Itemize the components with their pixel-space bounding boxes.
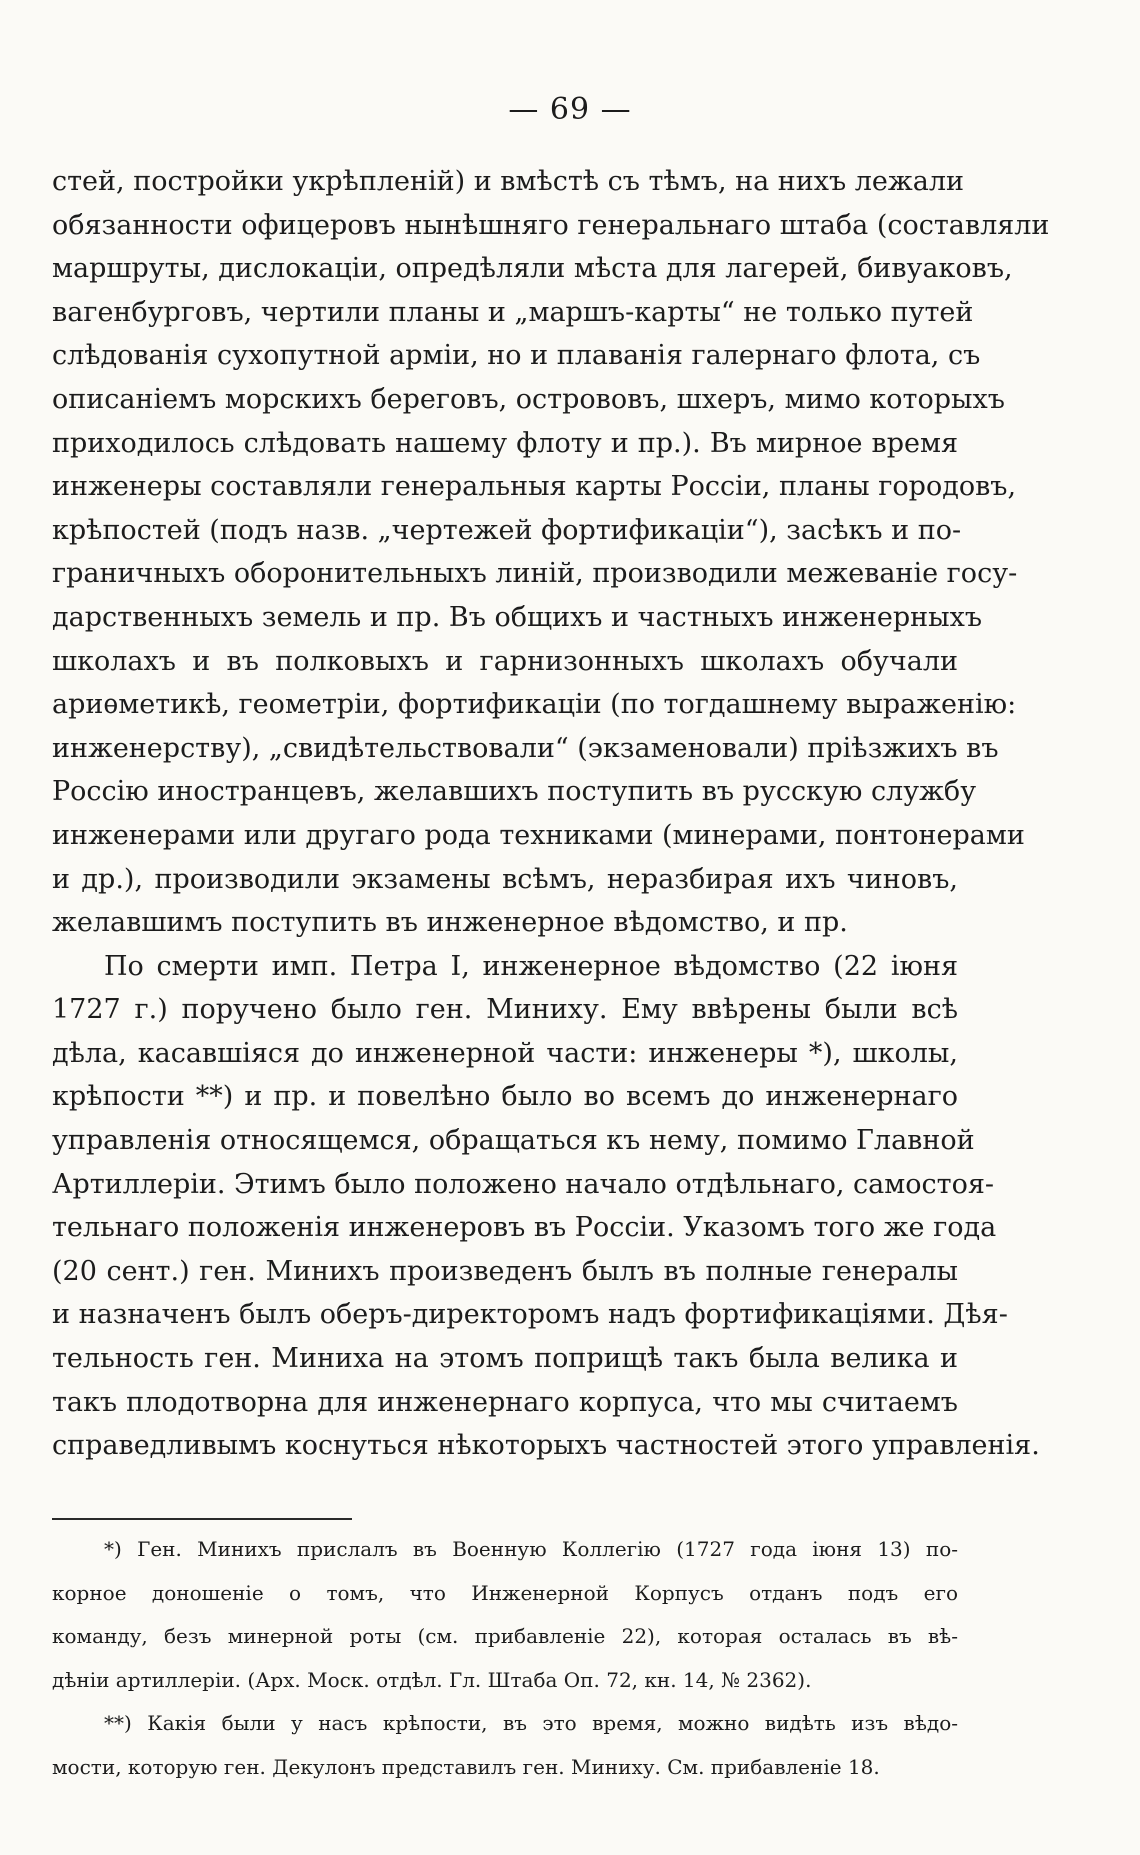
footnotes xyxy=(52,1535,958,1797)
footnote-line: **) Какія были у насъ крѣпости, въ это время, можно видѣть изъ вѣдо- xyxy=(104,1711,958,1736)
text-line: крѣпости **) и пр. и повелѣно было во всемъ до инженернаго xyxy=(52,1081,958,1113)
footnote-line: корное доношеніе о томъ, что Инженерной Корпусъ отданъ подъ его xyxy=(52,1580,958,1605)
text-line: граничныхъ оборонительныхъ линій, производили межеваніе госу- xyxy=(52,558,1018,590)
text-line: приходилось слѣдовать нашему флоту и пр.). Въ мирное время xyxy=(52,427,958,459)
main-text xyxy=(52,160,1050,1468)
text-line: инженеры составляли генеральныя карты Россіи, планы городовъ, xyxy=(52,471,1017,503)
text-line: крѣпостей (подъ назв. „чертежей фортификаціи“), засѣкъ и по- xyxy=(52,514,962,546)
text-line: описаніемъ морскихъ береговъ, острововъ, шхеръ, мимо которыхъ xyxy=(52,383,1005,415)
text-line: школахъ и въ полковыхъ и гарнизонныхъ школахъ обучали xyxy=(52,645,958,677)
page-number: — 69 — xyxy=(508,92,632,127)
footnote-line: дѣніи артиллеріи. (Арх. Моск. отдѣл. Гл. Штаба Оп. 72, кн. 14, № 2362). xyxy=(52,1667,812,1692)
text-line: По смерти имп. Петра I, инженерное вѣдомство (22 іюня xyxy=(104,950,958,982)
text-line: вагенбурговъ, чертили планы и „маршъ-карты“ не только путей xyxy=(52,296,974,328)
text-line: справедливымъ коснуться нѣкоторыхъ частностей этого управленія. xyxy=(52,1430,1040,1462)
text-line: управленія относящемся, обращаться къ нему, помимо Главной xyxy=(52,1125,975,1157)
text-line: 1727 г.) поручено было ген. Миниху. Ему ввѣрены были всѣ xyxy=(52,994,958,1026)
text-line: тельность ген. Миниха на этомъ поприщѣ такъ была велика и xyxy=(52,1343,958,1375)
text-line: (20 сент.) ген. Минихъ произведенъ былъ въ полные генералы xyxy=(52,1255,958,1287)
footnote-divider xyxy=(52,1518,352,1520)
text-line: и назначенъ былъ оберъ-директоромъ надъ фортификаціями. Дѣя- xyxy=(52,1299,1008,1331)
text-line: дарственныхъ земель и пр. Въ общихъ и частныхъ инженерныхъ xyxy=(52,601,983,633)
footnote-line: команду, безъ минерной роты (см. прибавленіе 22), которая осталась въ вѣ- xyxy=(52,1624,958,1649)
footnote-line: *) Ген. Минихъ прислалъ въ Военную Коллегію (1727 года іюня 13) по- xyxy=(104,1537,958,1561)
text-line: Артиллеріи. Этимъ было положено начало отдѣльнаго, самостоя- xyxy=(52,1168,995,1200)
text-line: тельнаго положенія инженеровъ въ Россіи. Указомъ того же года xyxy=(52,1212,997,1244)
text-line: инженерству), „свидѣтельствовали“ (экзаменовали) пріѣзжихъ въ xyxy=(52,732,999,764)
footnote-line: мости, которую ген. Декулонъ представилъ ген. Миниху. См. прибавленіе 18. xyxy=(52,1754,880,1779)
text-line: ариѳметикѣ, геометріи, фортификаціи (по тогдашнему выраженію: xyxy=(52,689,1017,721)
text-line: обязанности офицеровъ нынѣшняго генеральнаго штаба (составляли xyxy=(52,209,1050,241)
text-line: стей, постройки укрѣпленій) и вмѣстѣ съ тѣмъ, на нихъ лежали xyxy=(52,166,964,197)
text-line: такъ плодотворна для инженернаго корпуса, что мы считаемъ xyxy=(52,1386,958,1418)
text-line: инженерами или другаго рода техниками (минерами, понтонерами xyxy=(52,819,1025,851)
text-line: и др.), производили экзамены всѣмъ, неразбирая ихъ чиновъ, xyxy=(52,863,958,895)
text-line: желавшимъ поступить въ инженерное вѣдомство, и пр. xyxy=(52,907,848,939)
text-line: дѣла, касавшіяся до инженерной части: инженеры *), школы, xyxy=(52,1037,958,1069)
text-line: маршруты, дислокаціи, опредѣляли мѣста для лагерей, бивуаковъ, xyxy=(52,253,1013,285)
text-line: Россію иностранцевъ, желавшихъ поступить въ русскую службу xyxy=(52,776,977,808)
text-line: слѣдованія сухопутной арміи, но и плаванія галернаго флота, съ xyxy=(52,340,981,372)
